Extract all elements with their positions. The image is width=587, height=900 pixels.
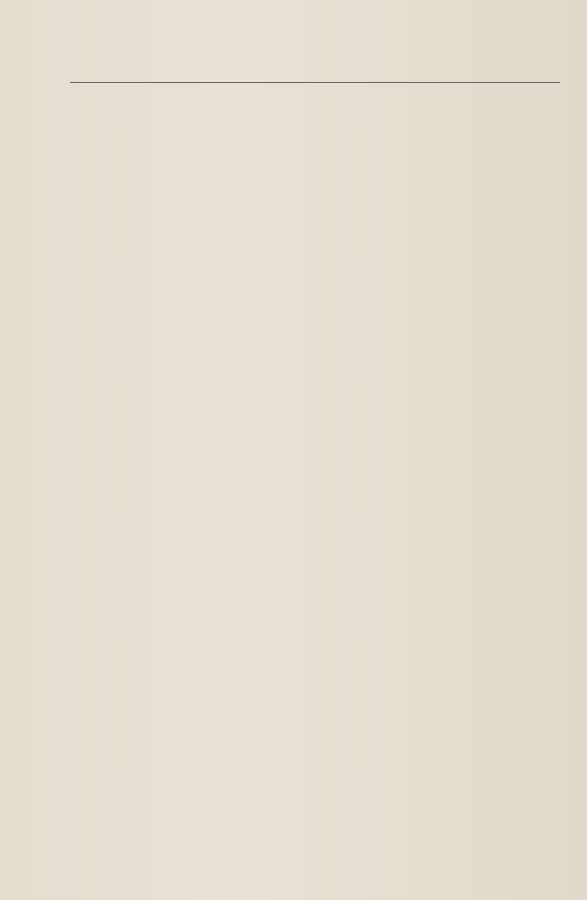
header-rule <box>70 82 560 83</box>
running-header <box>70 63 570 79</box>
